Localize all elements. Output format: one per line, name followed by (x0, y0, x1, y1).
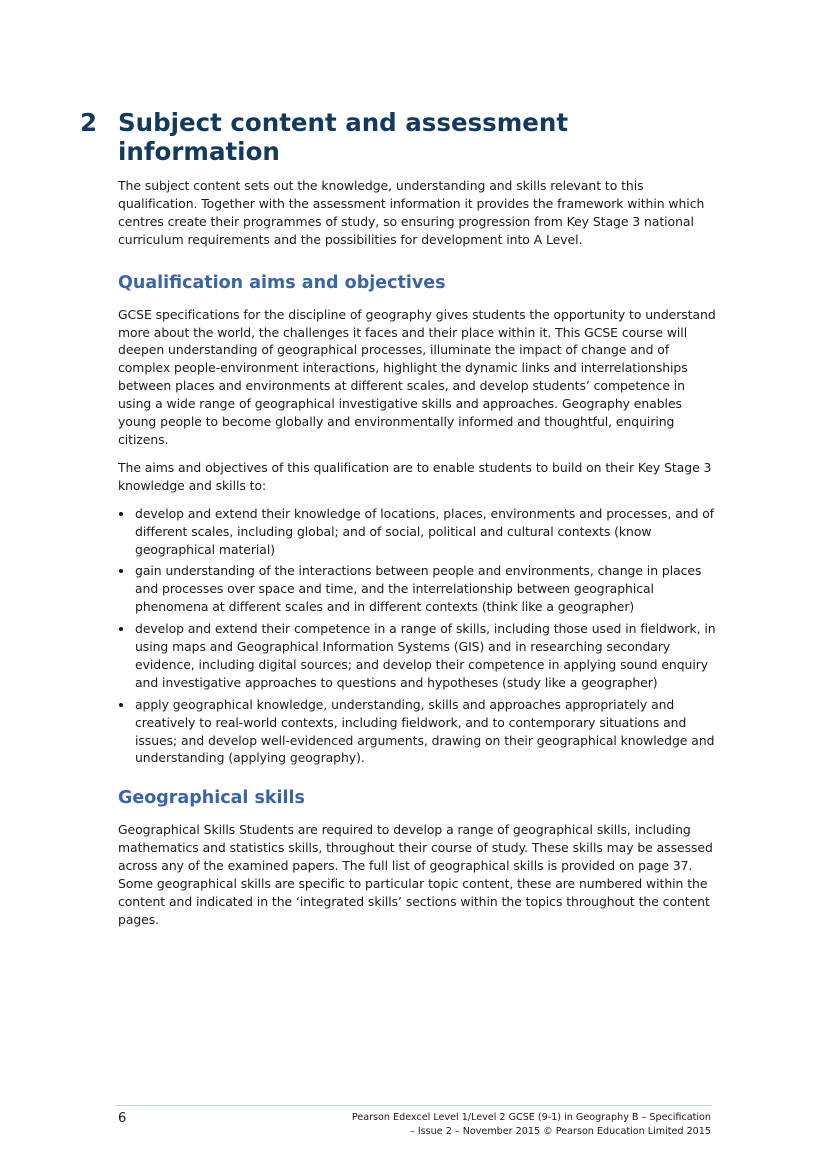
footer-divider (116, 1105, 712, 1106)
paragraph: GCSE specifications for the discipline of geography gives students the opportunity to understand more about the world, the challenges it faces and their place within it. This GCSE course will deepen understanding of geographical processes, illuminate the impact of change and of complex people-environment interactions, highlight the dynamic links and interrelationships between places and environments at different scales, and develop students’ competence in using a wide range of geographical investigative skills and approaches. Geography enables young people to become globally and environmentally informed and thoughtful, enquiring citizens. (118, 306, 716, 447)
list-item-text: develop and extend their competence in a range of skills, including those used in fieldwork, in using maps and Geographical Information Systems (GIS) and in researching secondary evidence, including digital sources; and develop their competence in applying sound enquiry and investigative approaches to questions and hypotheses (study like a geographer) (135, 621, 716, 690)
aims-list (118, 505, 718, 768)
section-heading: Qualification aims and objectives (118, 272, 446, 293)
list-item-text: gain understanding of the interactions between people and environments, change in places and processes over space and time, and the interrelationship between geographical phenomena at different scales and in different contexts (think like a geographer) (135, 563, 702, 615)
chapter-number: 2 (80, 108, 98, 138)
footer-line-1: Pearson Edexcel Level 1/Level 2 GCSE (9-1) in Geography B – Specification (351, 1112, 711, 1123)
section-geographical-skills (118, 787, 718, 928)
chapter-title-text: Subject content and assessment information (118, 108, 569, 167)
footer-line-2: – Issue 2 – November 2015 © Pearson Education Limited 2015 (410, 1126, 711, 1137)
bullet-icon (119, 703, 123, 707)
main-content (118, 177, 718, 929)
list-item (118, 505, 718, 559)
bullet-icon (119, 512, 123, 516)
paragraph: Geographical Skills Students are required to develop a range of geographical skills, including mathematics and statistics skills, throughout their course of study. These skills may be assessed across any of the examined papers. The full list of geographical skills is provided on page 37. Some geographical skills are specific to particular topic content, these are numbered within the content and indicated in the ‘integrated skills’ sections within the topics throughout the content pages. (118, 822, 713, 927)
list-item-text: develop and extend their knowledge of locations, places, environments and processes, and of different scales, including global; and of social, political and cultural contexts (know geographical material) (135, 505, 715, 557)
paragraph: The aims and objectives of this qualification are to enable students to build on their Key Stage 3 knowledge and skills to: (118, 459, 712, 493)
bullet-icon (119, 627, 123, 631)
section-qualification-aims (118, 272, 718, 768)
chapter-title (80, 108, 720, 166)
list-item (118, 620, 718, 692)
page-number: 6 (118, 1111, 127, 1126)
list-item (118, 562, 718, 616)
intro-paragraph: The subject content sets out the knowledge, understanding and skills relevant to this qualification. Together with the assessment information it provides the framework within which centres create their programmes of study, so ensuring progression from Key Stage 3 national curriculum requirements and the possibilities for development into A Level. (118, 178, 705, 247)
list-item-text: apply geographical knowledge, understanding, skills and approaches appropriately and creatively to real-world contexts, including fieldwork, and to contemporary situations and issues; and develop well-evidenced arguments, drawing on their geographical knowledge and understanding (applying geography). (135, 696, 715, 766)
section-heading: Geographical skills (118, 788, 305, 809)
footer-publication-info (352, 1111, 711, 1139)
list-item (118, 696, 718, 768)
bullet-icon (119, 569, 123, 573)
